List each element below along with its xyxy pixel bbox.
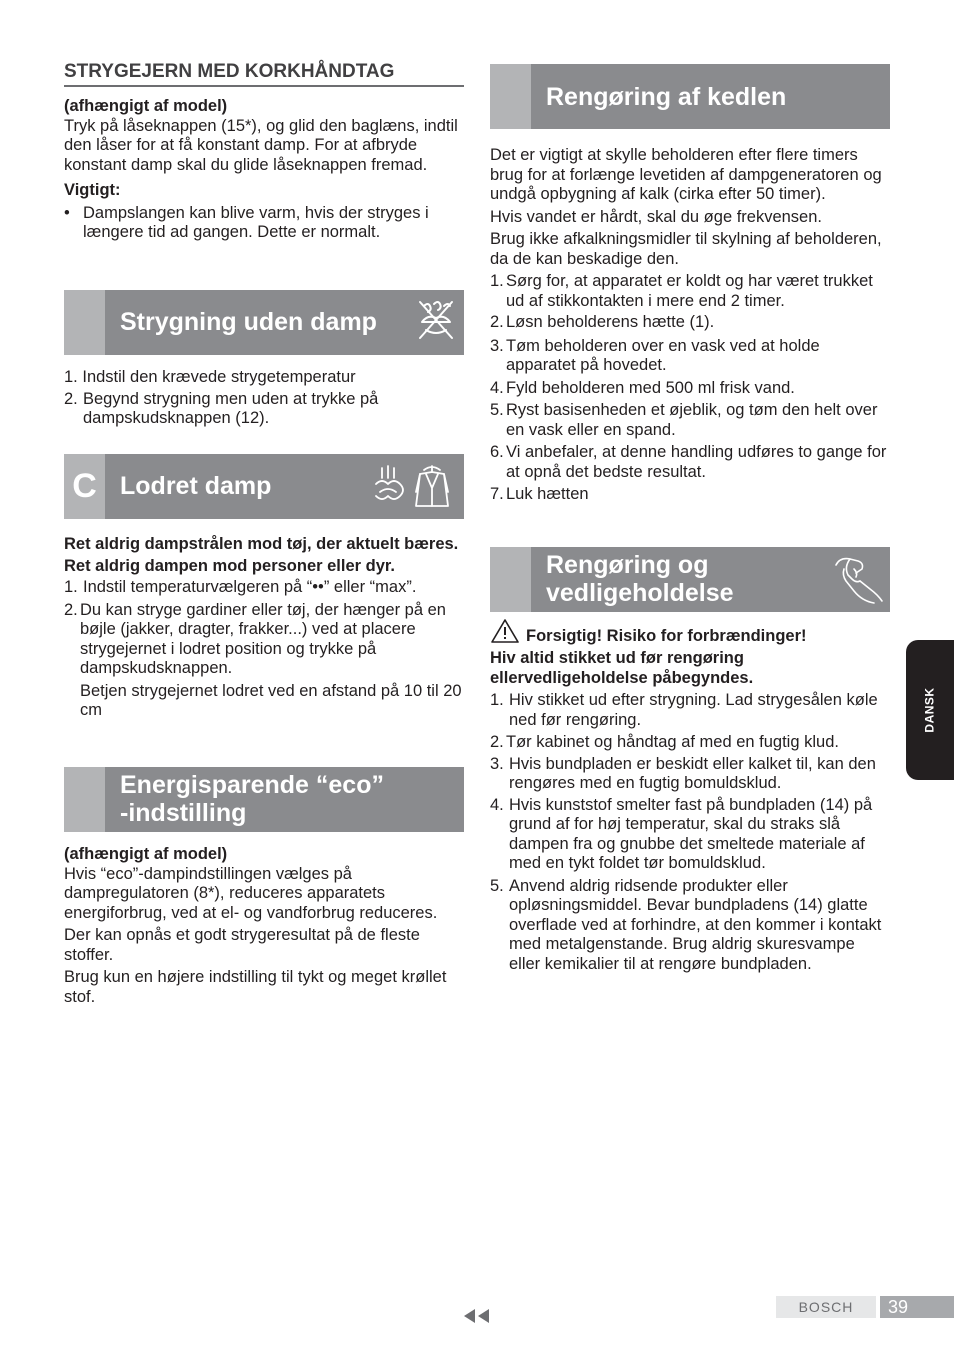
vertical-extra-note: Betjen strygejernet lodret ved en afstand på 10 til 20 cm — [80, 681, 462, 719]
step-text: Hiv stikket ud efter strygning. Lad strygesålen køle ned før rengøring. — [509, 691, 878, 729]
step-text: Anvend aldrig ridsende produkter eller opløsningsmiddel. Bevar bundpladens (14) glatte overflade ved at forhindre, at den kommer i kontakt med metalgenstande. Brug aldrig skuresvampe eller kemikalier til at rengøre bundpladen. — [509, 876, 882, 973]
vertical-steam-title: Lodret damp — [120, 472, 272, 500]
step-text: Hvis kunststof smelter fast på bundpladen (14) på grund af for høj temperatur, skal du straks slå dampen fra og gnubbe det smeltede materiale af med en tykt foldet tør bomuldsklud. — [509, 795, 873, 872]
cork-handle-heading: STRYGEJERN MED KORKHÅNDTAG — [64, 62, 464, 87]
no-steam-steps — [64, 368, 464, 429]
step-text: Begynd strygning men uden at trykke på dampskudsknappen (12). — [83, 389, 379, 427]
step-text: Indstil den krævede strygetemperatur — [82, 368, 356, 386]
eco-paragraph-3: Brug kun en højere indstilling til tykt og meget krøllet stof. — [64, 968, 447, 1006]
vertical-warning-2: Ret aldrig dampen mod personer eller dyr. — [64, 556, 396, 575]
cleaning-hand-icon — [830, 551, 886, 607]
list-item — [490, 379, 890, 399]
step-text: Sørg for, at apparatet er koldt og har været trukket ud af stikkontakten i mere end 2 timer. — [506, 272, 873, 310]
banner-tab — [490, 547, 531, 612]
step-text: Du kan stryge gardiner eller tøj, der hænger på en bøjle (jakker, dragter, frakker...) ved at placere strygejernet i lodret position og trykke på dampskudsknappen. — [80, 600, 446, 677]
list-item — [490, 796, 890, 874]
step-number: 2. — [490, 313, 504, 331]
step-number: 2. — [490, 733, 504, 751]
step-number: 4. — [490, 378, 504, 397]
list-item — [490, 313, 890, 333]
step-number: 1. — [490, 691, 504, 709]
list-item — [490, 755, 890, 794]
no-steam-icon — [416, 298, 456, 342]
step-number: 6. — [490, 443, 504, 461]
vertical-steam-icon — [372, 462, 456, 510]
step-text: Luk hætten — [506, 485, 589, 503]
step-text: Vi anbefaler, at denne handling udføres to gange for at opnå det bedste resultat. — [506, 443, 887, 481]
step-text: Fyld beholderen med 500 ml frisk vand. — [506, 378, 795, 397]
list-item — [64, 390, 464, 429]
step-number: 7. — [490, 485, 504, 503]
cork-bullet-text: Dampslangen kan blive varm, hvis der stryges i længere tid ad gangen. Dette er normalt. — [83, 203, 429, 241]
kettle-paragraph-1: Det er vigtigt at skylle beholderen efter flere timers brug for at forlænge levetiden af dampgeneratoren og undgå opbygning af kalk (cirka efter 50 timer). — [490, 146, 882, 203]
list-item — [490, 691, 890, 730]
maintenance-title — [546, 551, 734, 607]
caution-text: Forsigtig! Risiko for forbrændinger! — [526, 627, 807, 645]
step-number: 2. — [64, 600, 78, 619]
list-item — [490, 337, 890, 376]
maintenance-title-line-1: Rengøring og — [546, 551, 709, 579]
list-item — [490, 485, 890, 505]
banner-tab — [64, 290, 105, 355]
back-arrows-icon[interactable] — [463, 1308, 491, 1324]
list-item — [64, 368, 464, 388]
warning-triangle-icon — [490, 618, 520, 644]
step-text: Tør kabinet og håndtag af med en fugtig klud. — [506, 733, 839, 751]
maintenance-warning: Hiv altid stikket ud før rengøring ellervedligeholdelse påbegyndes. — [490, 649, 754, 687]
step-text: Indstil temperaturvælgeren på “••” eller “max”. — [83, 578, 417, 596]
banner-tab — [64, 454, 105, 519]
banner-tab — [490, 64, 531, 129]
list-item — [490, 877, 890, 975]
kettle-paragraph-2: Hvis vandet er hårdt, skal du øge frekvensen. — [490, 207, 822, 226]
list-item — [64, 578, 464, 598]
maintenance-title-line-2: vedligeholdelse — [546, 579, 734, 607]
kettle-section — [490, 146, 890, 505]
step-number: 1. — [64, 368, 78, 386]
step-number: 1. — [490, 272, 504, 290]
cork-body: Tryk på låseknappen (15*), og glid den baglæns, indtil den låser for at få konstant damp. For at afbryde konstant damp skal du glide låseknappen fremad. — [64, 116, 458, 174]
eco-paragraph-2: Der kan opnås et godt strygeresultat på de fleste stoffer. — [64, 926, 420, 964]
eco-title — [120, 771, 384, 827]
banner-tab — [64, 767, 105, 832]
bullet-dot: • — [64, 203, 70, 222]
cork-section — [64, 97, 464, 243]
eco-model-note: (afhængigt af model) — [64, 845, 228, 863]
kettle-paragraph-3: Brug ikke afkalkningsmidler til skylning af beholderen, da de kan beskadige den. — [490, 230, 882, 268]
maintenance-section — [490, 620, 890, 974]
eco-title-line-1: Energisparende “eco” — [120, 771, 384, 799]
language-tab — [906, 640, 954, 780]
step-number: 4. — [490, 795, 504, 814]
eco-paragraph-1: Hvis “eco”-dampindstillingen vælges på dampregulatoren (8*), reduceres apparatets energiforbrug, ved at el- og vandforbrug reduceres. — [64, 864, 438, 922]
cork-bullet — [64, 204, 464, 243]
eco-section — [64, 845, 464, 1007]
language-tab-label: DANSK — [922, 687, 937, 733]
list-item — [490, 733, 890, 753]
no-steam-banner — [64, 290, 464, 355]
step-number: 5. — [490, 876, 504, 895]
list-item — [490, 443, 890, 482]
caution-line — [490, 620, 890, 648]
vertical-steam-banner — [64, 454, 464, 519]
footer-brand: BOSCH — [776, 1296, 876, 1318]
cork-model-note: (afhængigt af model) — [64, 97, 228, 115]
list-item — [64, 601, 464, 679]
section-letter: C — [72, 467, 97, 505]
step-number: 3. — [490, 336, 504, 355]
step-number: 1. — [64, 578, 78, 596]
step-text: Hvis bundpladen er beskidt eller kalket til, kan den rengøres med en fugtig bomuldsklud. — [509, 754, 876, 792]
vertical-steam-section — [64, 535, 464, 721]
step-text: Tøm beholderen over en vask ved at holde apparatet på hovedet. — [506, 336, 820, 374]
cork-important-label: Vigtigt: — [64, 181, 121, 199]
vertical-warning-1: Ret aldrig dampstrålen mod tøj, der aktuelt bæres. — [64, 535, 459, 553]
eco-banner — [64, 767, 464, 832]
step-text: Ryst basisenheden et øjeblik, og tøm den helt over en vask eller en spand. — [506, 401, 878, 439]
eco-title-line-2: -indstilling — [120, 799, 247, 827]
step-number: 3. — [490, 754, 504, 773]
maintenance-banner — [490, 547, 890, 612]
kettle-title: Rengøring af kedlen — [546, 83, 787, 111]
step-text: Løsn beholderens hætte (1). — [506, 313, 715, 331]
kettle-banner — [490, 64, 890, 129]
list-item — [490, 272, 890, 311]
list-item — [490, 401, 890, 440]
no-steam-title: Strygning uden damp — [120, 308, 377, 336]
page-number: 39 — [880, 1296, 954, 1318]
step-number: 2. — [64, 389, 78, 408]
step-number: 5. — [490, 401, 504, 419]
